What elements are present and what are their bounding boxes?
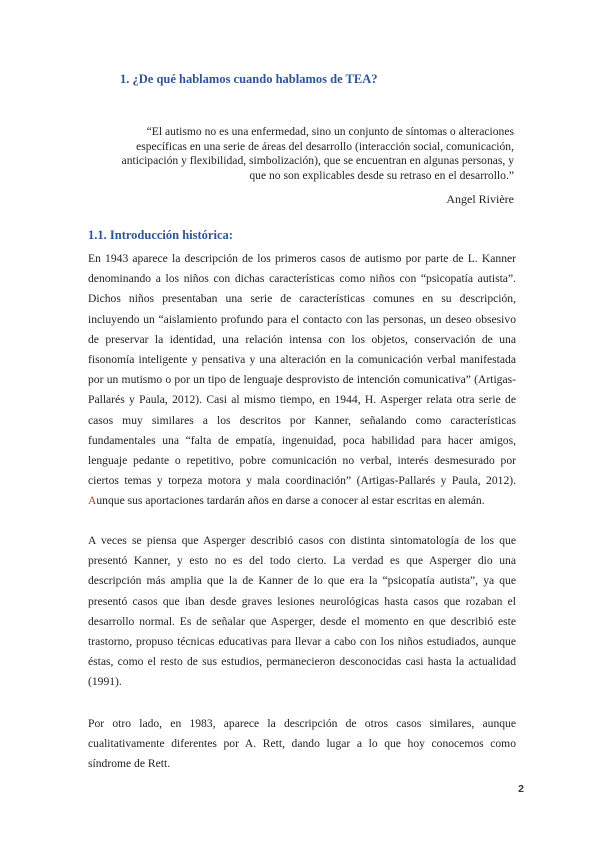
- paragraph-history-1: [88, 249, 516, 512]
- epigraph-author: Angel Rivière: [446, 192, 514, 206]
- paragraph-history-2: A veces se piensa que Asperger describió casos con distinta sintomatología de los que presentó Kanner, y esto no es del todo cierto. La verdad es que Asperger dio una descripción más amplia que la de Kanner de lo que era la “psicopatía autista”, ya que presentó casos que iban desde graves lesiones neurológicas hasta casos que rozaban el desarrollo normal. Es de señalar que Asperger, desde el momento en que describió este trastorno, propuso técnicas educativas para llevar a cabo con los niños estudiados, aunque éstas, como el resto de sus estudios, permanecieron desconocidas casi hasta la actualidad (1991).: [88, 534, 516, 689]
- subsection-heading: 1.1. Introducción histórica:: [88, 228, 233, 242]
- highlighted-initial: A: [88, 494, 97, 508]
- paragraph-text: En 1943 aparece la descripción de los primeros casos de autismo por parte de L. Kanner denominando a los niños con dichas características como niños con “psicopatía autista”. Dichos niños presentaban una serie de características comunes en su descripción, incluyendo un “aislamiento profundo para el contacto con las personas, un deseo obsesivo de preservar la identidad, una relación intensa con los objetos, conservación de una fisonomía inteligente y pensativa y una alteración en la comunicación verbal manifestada por un mutismo o por un tipo de lenguaje desprovisto de intención comunicativa” (Artigas-Pallarés y Paula, 2012). Casi al mismo tiempo, en 1944, H. Asperger relata otra serie de casos muy similares a los descritos por Kanner, señalando como características fundamentales una “falta de empatía, ingenuidad, poca habilidad para hacer amigos, lenguaje pedante o repetitivo, pobre comunicación no verbal, interés desmesurado por ciertos temas y torpeza motora y mala coordinación” (Artigas-Pallarés y Paula, 2012).: [88, 252, 516, 488]
- page-number: 2: [518, 783, 524, 795]
- section-heading: 1. ¿De qué hablamos cuando hablamos de TEA?: [120, 72, 378, 86]
- paragraph-history-3: Por otro lado, en 1983, aparece la descripción de otros casos similares, aunque cualitativamente diferentes por A. Rett, dando lugar a lo que hoy conocemos como síndrome de Rett.: [88, 717, 516, 771]
- paragraph-text-tail: unque sus aportaciones tardarán años en darse a conocer al estar escritas en alemán.: [96, 494, 485, 508]
- epigraph-quote: “El autismo no es una enfermedad, sino un conjunto de síntomas o alteraciones específicas en una serie de áreas del desarrollo (interacción social, comunicación, anticipación y flexibilidad, simbolización), que se encuentran en algunas personas, y que no son explicables desde su retraso en el desarrollo.”: [121, 125, 514, 182]
